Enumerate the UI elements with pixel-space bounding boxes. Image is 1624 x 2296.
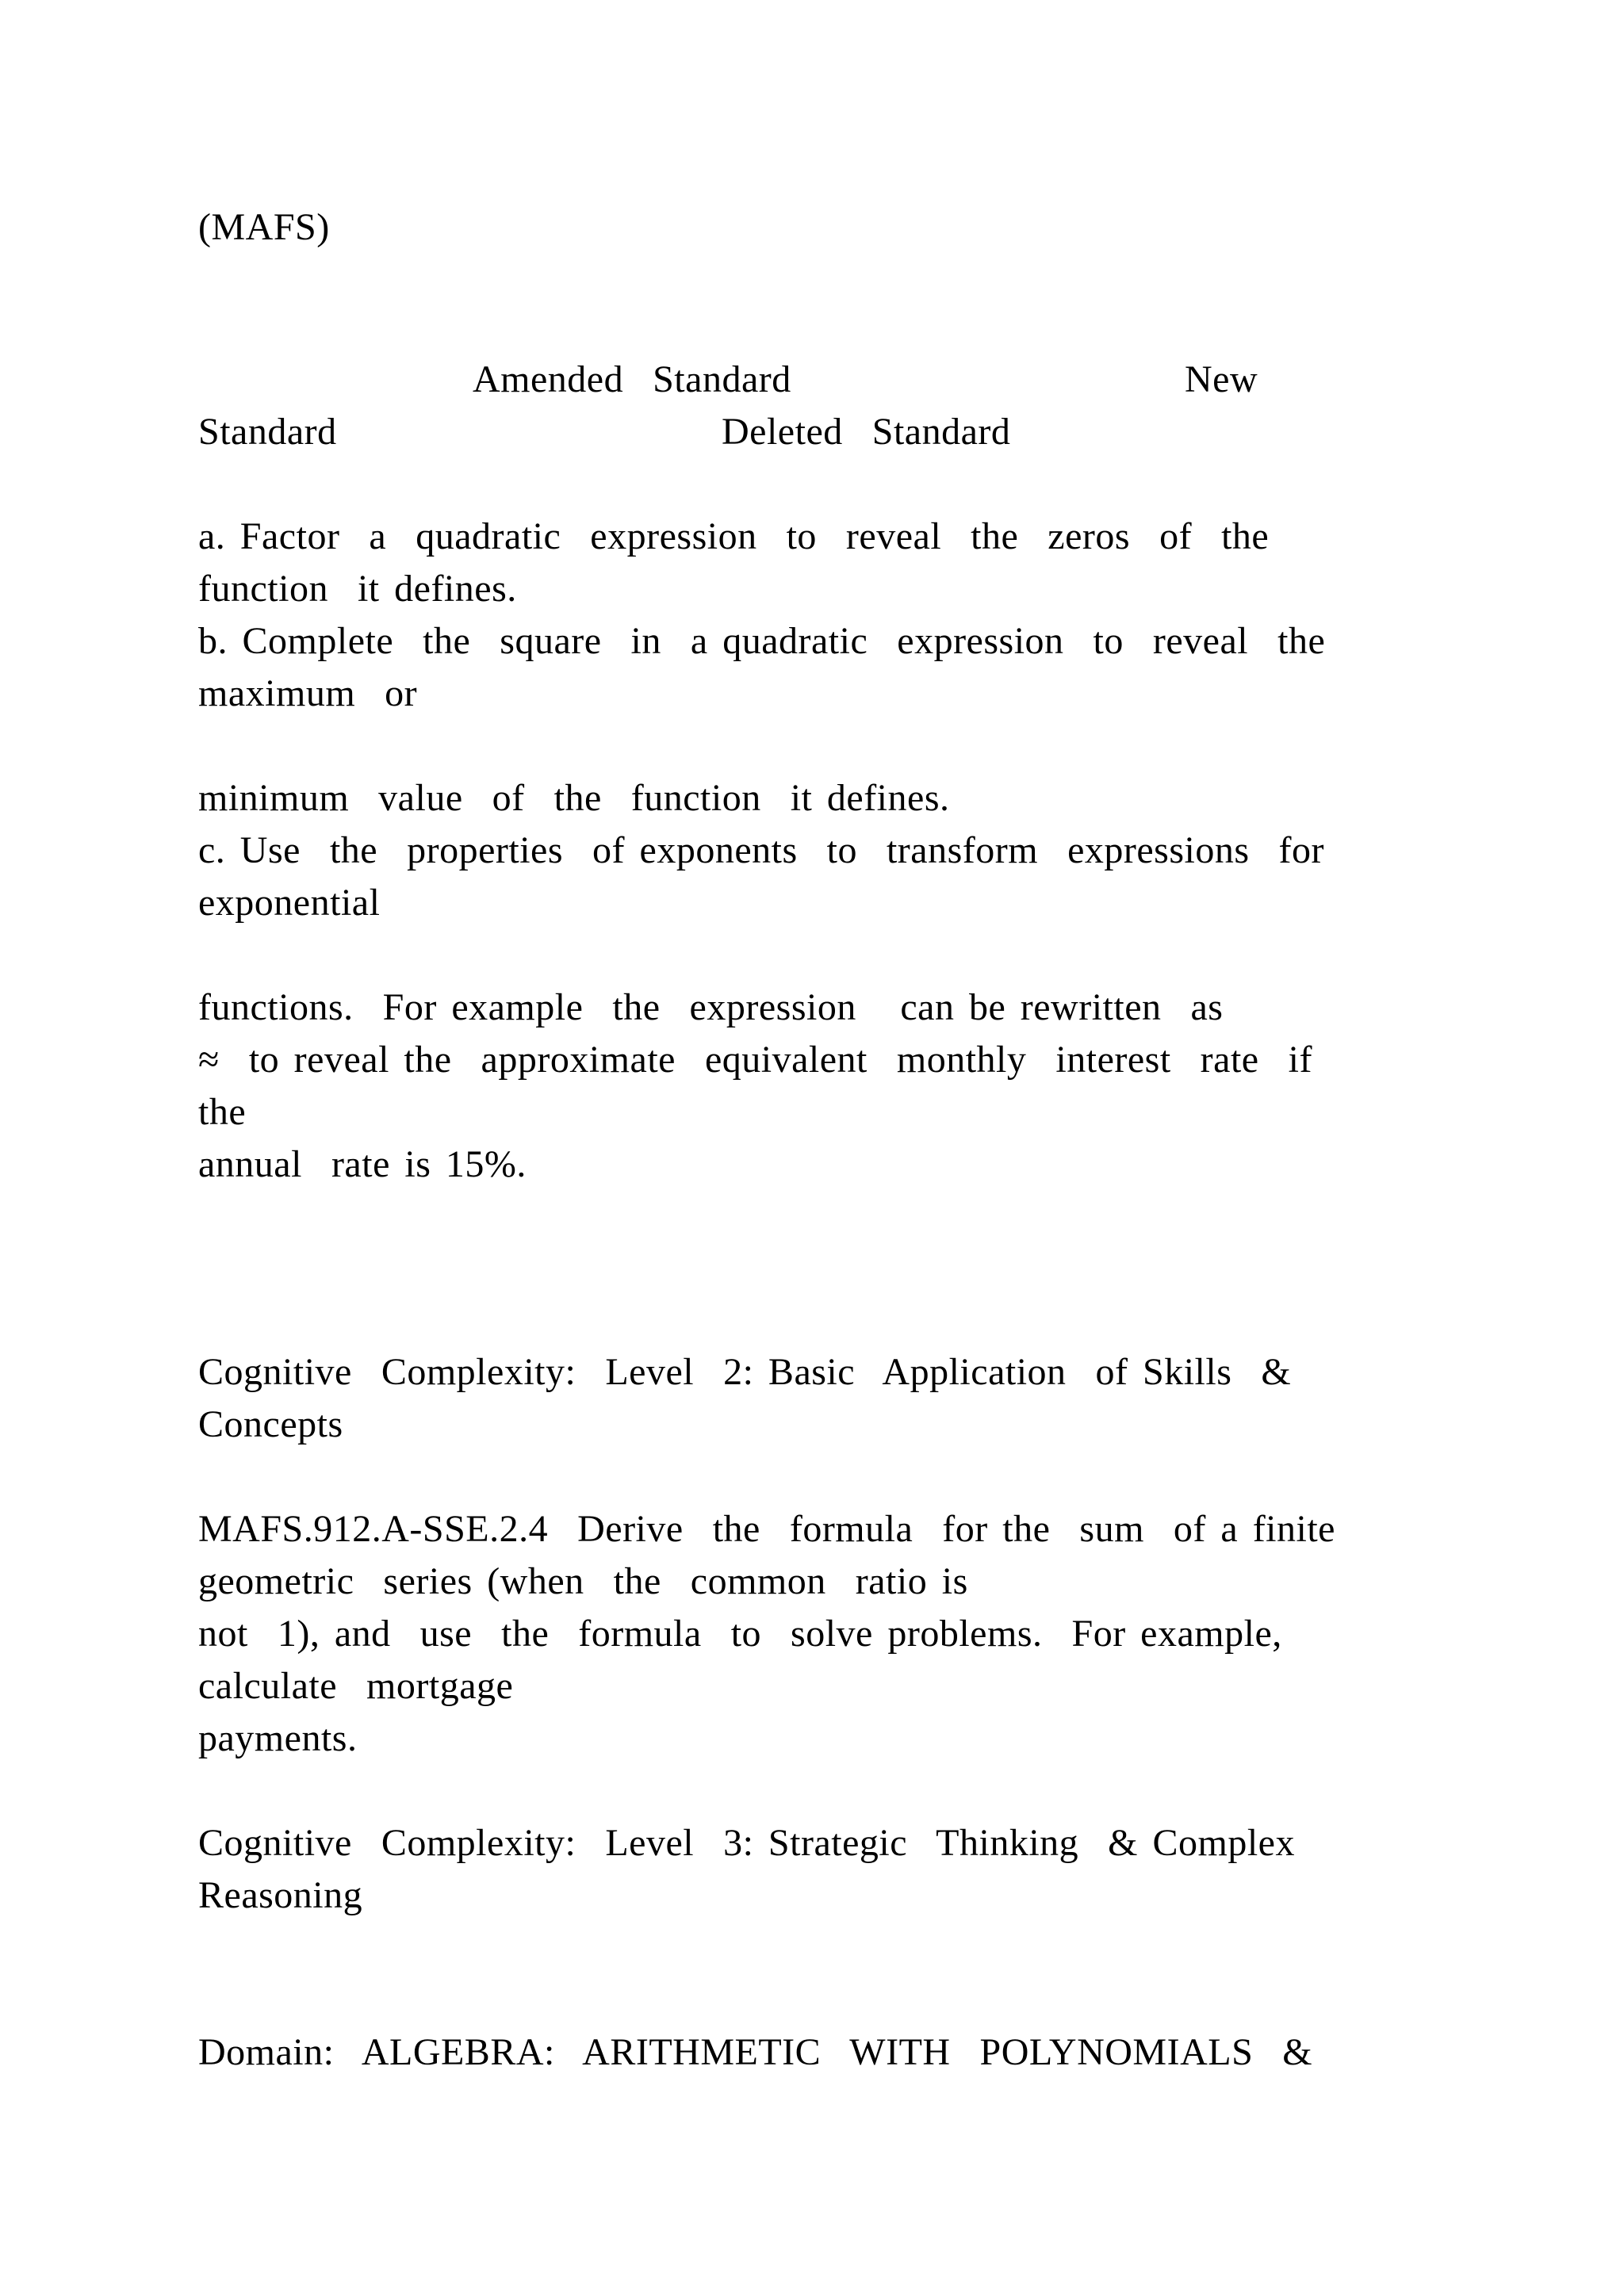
- document-heading: (MAFS): [198, 206, 330, 248]
- legend-amended-standard: Amended Standard: [473, 358, 791, 400]
- text-line: Cognitive Complexity: Level 3: Strategic Thinking & Complex: [198, 1822, 1295, 1864]
- text-line: MAFS.912.A-SSE.2.4 Derive the formula for the sum of a finite: [198, 1508, 1335, 1550]
- text-line: maximum or: [198, 672, 418, 714]
- text-line: a. Factor a quadratic expression to reveal the zeros of the: [198, 515, 1270, 557]
- legend-standard-label: Standard: [198, 411, 337, 453]
- text-line: ≈ to reveal the approximate equivalent monthly interest rate if: [198, 1039, 1312, 1081]
- text-line: annual rate is 15%.: [198, 1143, 527, 1185]
- text-line: functions. For example the expression can be rewritten as: [198, 986, 1224, 1028]
- text-line: Concepts: [198, 1403, 343, 1445]
- legend-new-label: New: [1185, 358, 1258, 400]
- text-line: c. Use the properties of exponents to transform expressions for: [198, 829, 1325, 871]
- legend-deleted-standard: Deleted Standard: [722, 411, 1011, 453]
- text-line: Cognitive Complexity: Level 2: Basic Application of Skills &: [198, 1351, 1292, 1393]
- text-line: Domain: ALGEBRA: ARITHMETIC WITH POLYNOMIALS &: [198, 2031, 1313, 2073]
- text-line: calculate mortgage: [198, 1665, 514, 1707]
- text-line: not 1), and use the formula to solve problems. For example,: [198, 1613, 1282, 1655]
- text-line: exponential: [198, 882, 381, 924]
- text-line: payments.: [198, 1717, 358, 1759]
- text-line: geometric series (when the common ratio is: [198, 1560, 968, 1602]
- text-line: minimum value of the function it defines.: [198, 777, 950, 819]
- text-line: Reasoning: [198, 1874, 363, 1916]
- text-line: the: [198, 1091, 247, 1133]
- text-line: function it defines.: [198, 568, 517, 610]
- text-line: b. Complete the square in a quadratic expression to reveal the: [198, 620, 1326, 662]
